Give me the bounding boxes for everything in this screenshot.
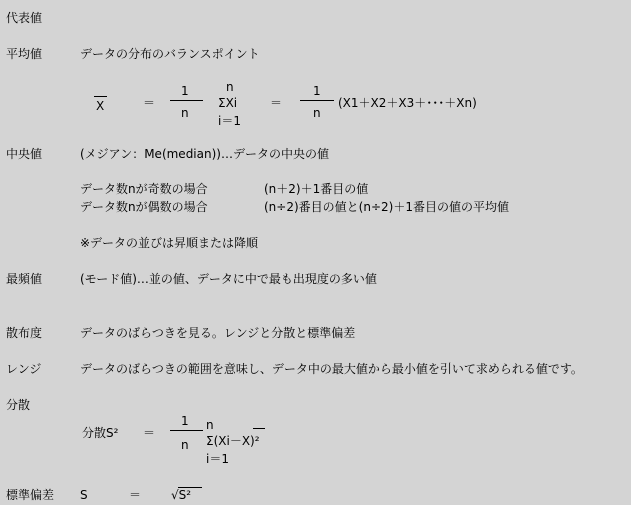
fraction-numerator: 1 <box>181 414 189 428</box>
column-divider <box>73 0 74 505</box>
equals-sign: ＝ <box>143 96 156 110</box>
sum-upper-limit: n <box>226 80 234 94</box>
sum-lower-limit: i＝1 <box>218 114 241 128</box>
fraction-numerator: 1 <box>181 84 189 98</box>
label-variance: 分散 <box>6 398 31 412</box>
xbar-symbol: X <box>96 99 105 113</box>
equals-sign: ＝ <box>129 488 142 502</box>
mode-description: (モード値)…並の値、データに中で最も出現度の多い値 <box>80 272 377 286</box>
fraction-numerator: 1 <box>313 84 321 98</box>
even-case-label: データ数nが偶数の場合 <box>80 200 208 214</box>
fraction-bar <box>300 100 334 101</box>
variance-lhs: 分散S² <box>82 426 119 440</box>
label-dispersion: 散布度 <box>6 326 43 340</box>
equals-sign: ＝ <box>270 96 283 110</box>
even-case-rule: (n÷2)番目の値と(n÷2)＋1番目の値の平均値 <box>264 200 509 214</box>
odd-case-rule: (n＋2)＋1番目の値 <box>264 182 369 196</box>
sum-term: Σ(Xi－X)² <box>206 434 260 448</box>
std-symbol: S <box>80 488 88 502</box>
median-description: (メジアン：Me(median))…データの中央の値 <box>80 147 329 161</box>
column-divider <box>560 0 561 505</box>
column-divider <box>168 0 169 505</box>
fraction-bar <box>170 430 203 431</box>
odd-case-label: データ数nが奇数の場合 <box>80 182 208 196</box>
fraction-bar <box>170 100 203 101</box>
column-divider <box>410 0 411 505</box>
xbar-overline <box>94 96 107 97</box>
label-range: レンジ <box>6 362 42 376</box>
equals-sign: ＝ <box>143 426 156 440</box>
label-representative-value: 代表値 <box>6 11 43 25</box>
column-divider <box>490 0 491 505</box>
fraction-denominator: n <box>313 106 321 120</box>
sum-expansion: (X1＋X2＋X3＋･･･＋Xn) <box>338 96 477 110</box>
fraction-denominator: n <box>181 106 189 120</box>
sum-upper-limit: n <box>206 418 214 432</box>
sum-term: ΣXi <box>218 96 238 110</box>
ordering-note: ※データの並びは昇順または降順 <box>80 236 259 250</box>
mean-description: データの分布のバランスポイント <box>80 47 260 61</box>
dispersion-description: データのばらつきを見る。レンジと分散と標準偏差 <box>80 326 356 340</box>
label-median: 中央値 <box>6 147 43 161</box>
xbar-overline <box>253 428 265 429</box>
column-divider <box>251 0 252 505</box>
column-divider <box>335 0 336 505</box>
fraction-denominator: n <box>181 438 189 452</box>
label-standard-deviation: 標準偏差 <box>6 488 55 502</box>
label-mode: 最頻値 <box>6 272 43 286</box>
square-root: √S² <box>171 488 192 502</box>
label-mean: 平均値 <box>6 47 43 61</box>
range-description: データのばらつきの範囲を意味し、データ中の最大値から最小値を引いて求められる値です。 <box>80 362 583 376</box>
sum-lower-limit: i＝1 <box>206 452 229 466</box>
